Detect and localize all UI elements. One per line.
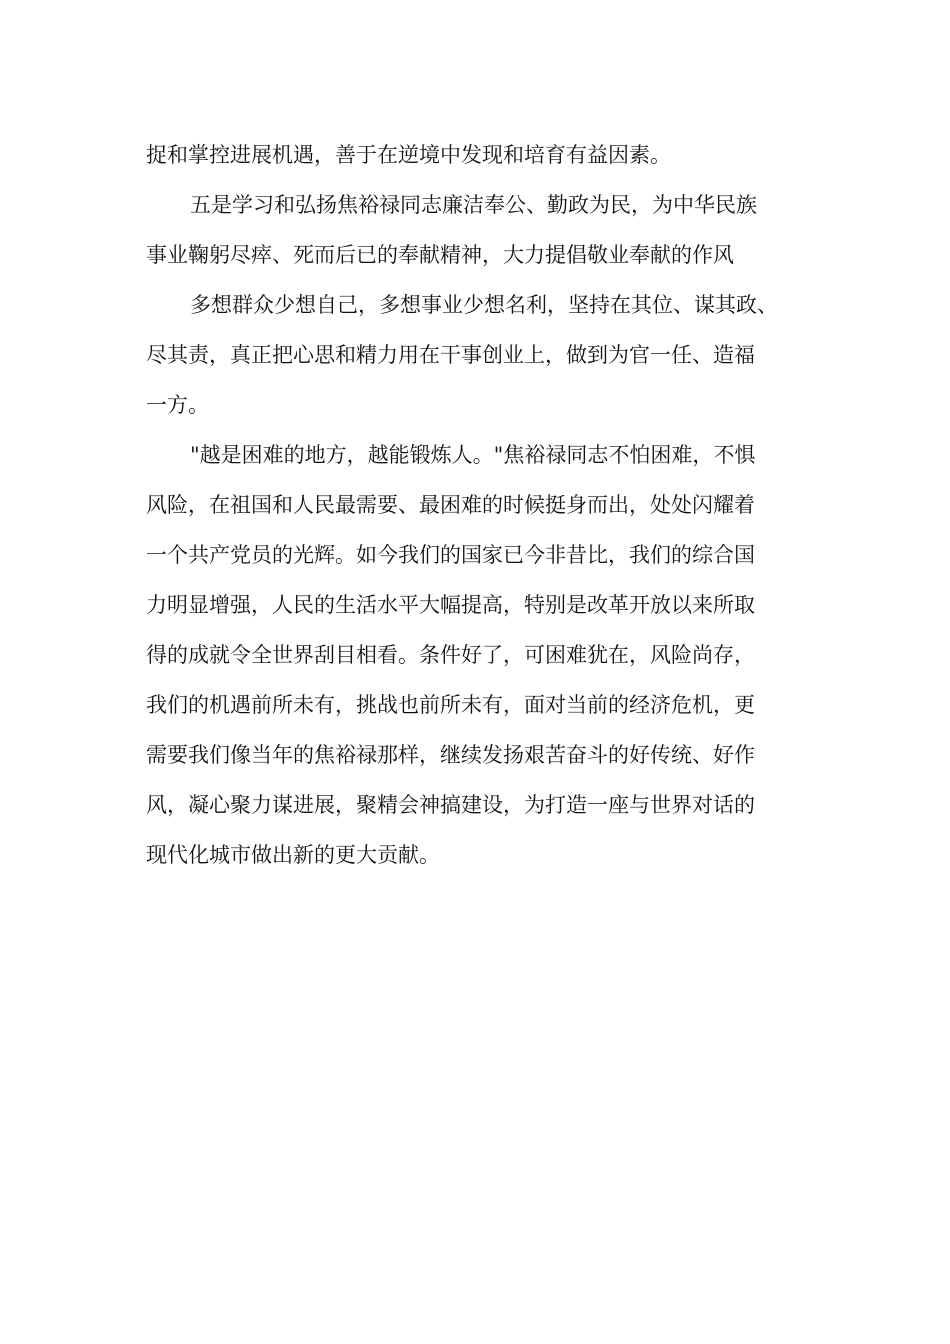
text-line: 需要我们像当年的焦裕禄那样，继续发扬艰苦奋斗的好传统、好作: [146, 743, 755, 767]
text-line: 一方。: [146, 393, 209, 417]
paragraph-start-line: 五是学习和弘扬焦裕禄同志廉洁奉公、勤政为民，为中华民族: [190, 193, 757, 217]
text-line: 我们的机遇前所未有，挑战也前所未有，面对当前的经济危机，更: [146, 693, 755, 717]
paragraph-start-line: 多想群众少想自己，多想事业少想名利，坚持在其位、谋其政、: [190, 293, 778, 317]
text-line: 尽其责，真正把心思和精力用在干事创业上，做到为官一任、造福: [146, 343, 755, 367]
text-line: 得的成就令全世界刮目相看。条件好了，可困难犹在，风险尚存，: [146, 643, 755, 667]
text-line: 风险，在祖国和人民最需要、最困难的时候挺身而出，处处闪耀着: [146, 493, 755, 517]
text-line: 力明显增强，人民的生活水平大幅提高，特别是改革开放以来所取: [146, 593, 755, 617]
text-line: 现代化城市做出新的更大贡献。: [146, 843, 440, 867]
text-line: 风，凝心聚力谋进展，聚精会神搞建设，为打造一座与世界对话的: [146, 793, 755, 817]
paragraph-start-line: "越是困难的地方，越能锻炼人。"焦裕禄同志不怕困难，不惧: [190, 443, 756, 467]
text-line: 一个共产党员的光辉。如今我们的国家已今非昔比，我们的综合国: [146, 543, 755, 567]
text-line: 捉和掌控进展机遇，善于在逆境中发现和培育有益因素。: [146, 143, 671, 167]
text-line: 事业鞠躬尽瘁、死而后已的奉献精神，大力提倡敬业奉献的作风: [146, 243, 734, 267]
document-body: [146, 130, 826, 880]
